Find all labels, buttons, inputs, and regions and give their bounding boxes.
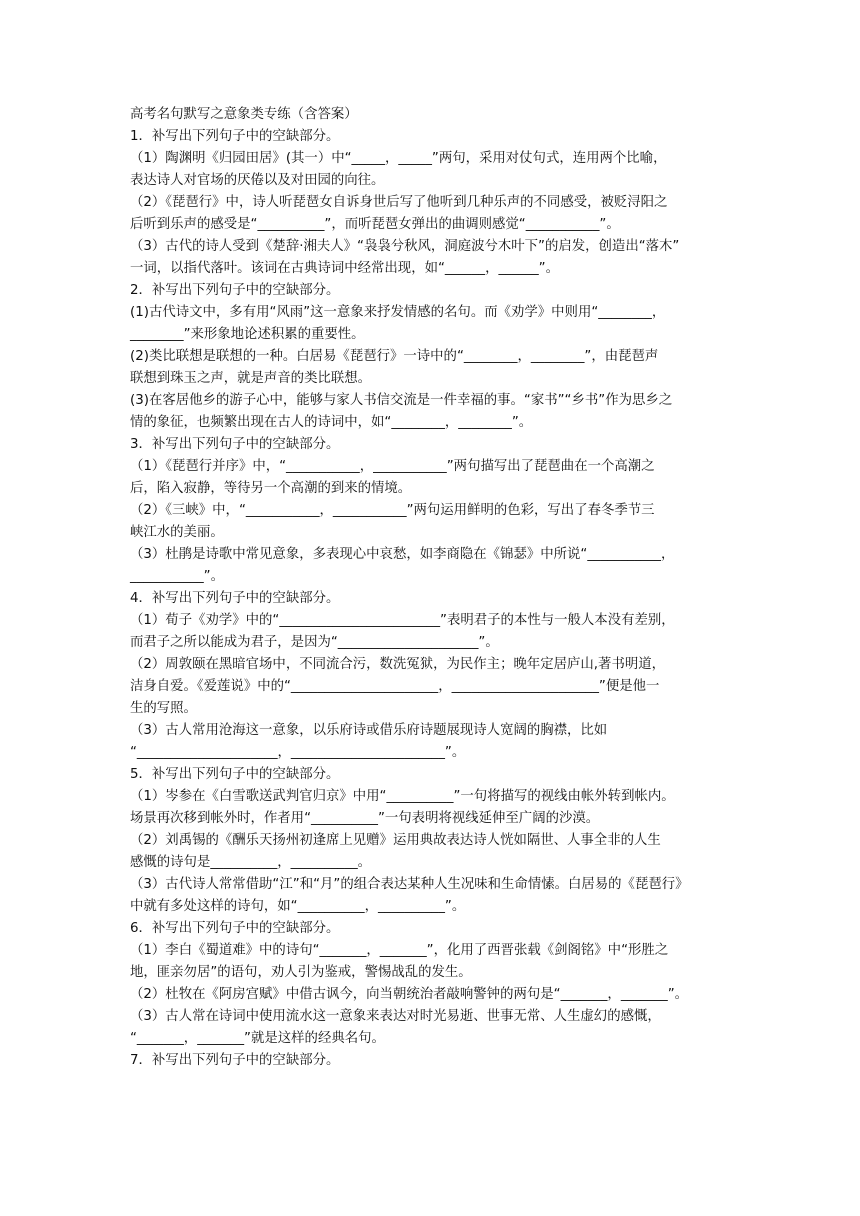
text-line: “_____________________，_______________________”。: [130, 745, 466, 760]
text-line: 后，陷入寂静，等待另一个高潮的到来的情境。: [130, 481, 412, 496]
text-line: （2）刘禹锡的《酬乐天扬州初逢席上见赠》运用典故表达诗人恍如隔世、人事全非的人生: [130, 833, 661, 848]
text-line: 峡江水的美丽。: [130, 525, 224, 540]
text-line: ________”来形象地论述积累的重要性。: [130, 327, 365, 342]
text-line: “_______，_______”就是这样的经典名句。: [130, 1031, 385, 1046]
question-heading: 6．补写出下列句子中的空缺部分。: [130, 921, 340, 936]
text-line: （2）《三峡》中，“___________，___________”两句运用鲜明的色彩，写出了春冬季节三: [130, 503, 655, 518]
text-line: （3）古人常在诗词中使用流水这一意象来表达对时光易逝、世事无常、人生虚幻的感慨，: [130, 1009, 661, 1024]
text-line: （2）《琵琶行》中，诗人听琵琶女自诉身世后写了他听到几种乐声的不同感受，被贬浔阳之: [130, 195, 668, 210]
text-line: 一词，以指代落叶。该词在古典诗词中经常出现，如“______，______”。: [130, 261, 559, 276]
text-line: （1）岑参在《白雪歌送武判官归京》中用“__________”一句将描写的视线由帐外转到帐内。: [130, 789, 675, 804]
text-line: 表达诗人对官场的厌倦以及对田园的向往。: [130, 173, 385, 188]
text-line: （3）古人常用沧海这一意象，以乐府诗或借乐府诗题展现诗人宽阔的胸襟，比如: [130, 723, 608, 738]
question-heading: 2．补写出下列句子中的空缺部分。: [130, 283, 340, 298]
text-line: （3）古代的诗人受到《楚辞·湘夫人》“袅袅兮秋风，洞庭波兮木叶下”的启发，创造出“落木”: [130, 239, 680, 254]
text-line: （3）杜鹃是诗歌中常见意象，多表现心中哀愁，如李商隐在《锦瑟》中所说“___________，: [130, 547, 675, 562]
question-heading: 1．补写出下列句子中的空缺部分。: [130, 129, 340, 144]
document-title: 高考名句默写之意象类专练（含答案）: [130, 107, 358, 122]
question-heading: 4．补写出下列句子中的空缺部分。: [130, 591, 340, 606]
text-line: （1）李白《蜀道难》中的诗句“_______，_______”，化用了西晋张载《剑阁铭》中“形胜之: [130, 943, 669, 958]
text-line: 而君子之所以能成为君子，是因为“_____________________”。: [130, 635, 499, 650]
question-heading: 5．补写出下列句子中的空缺部分。: [130, 767, 340, 782]
text-line: （1）荀子《劝学》中的“________________________”表明君子的本性与一般人本没有差别，: [130, 613, 675, 628]
text-line: 感慨的诗句是__________，__________。: [130, 855, 372, 870]
text-line: （1）陶渊明《归园田居》(其一）中“_____，_____”两句，采用对仗句式，连用两个比喻，: [130, 151, 667, 166]
text-line: （3）古代诗人常常借助“江”和“月”的组合表达某种人生况味和生命情愫。白居易的《琵琶行》: [130, 877, 689, 892]
text-line: (2)类比联想是联想的一种。白居易《琵琶行》一诗中的“________，________”，由琵琶声: [130, 349, 659, 364]
question-heading: 3．补写出下列句子中的空缺部分。: [130, 437, 340, 452]
text-line: 生的写照。: [130, 701, 197, 716]
text-line: 洁身自爱。《爱莲说》中的“______________________，______________________”便是他一: [130, 679, 660, 694]
text-line: ___________”。: [130, 569, 224, 584]
text-line: 地，匪亲勿居”的语句，劝人引为鉴戒，警惕战乱的发生。: [130, 965, 472, 980]
text-line: 后听到乐声的感受是“__________”，而听琵琶女弹出的曲调则感觉“___________”。: [130, 217, 620, 232]
text-line: （1）《琵琶行并序》中，“___________，___________”两句描写出了琵琶曲在一个高潮之: [130, 459, 655, 474]
text-line: 中就有多处这样的诗句，如“__________，__________”。: [130, 899, 466, 914]
text-line: （2）周敦颐在黑暗官场中，不同流合污，数洗冤狱，为民作主；晚年定居庐山,著书明道，: [130, 657, 666, 672]
text-line: 场景再次移到帐外时，作者用“__________”一句表明将视线延伸至广阔的沙漠。: [130, 811, 600, 826]
text-line: 情的象征，也频繁出现在古人的诗词中，如“________，________”。: [130, 415, 533, 430]
text-line: (1)古代诗文中，多有用“风雨”这一意象来抒发情感的名句。而《劝学》中则用“________，: [130, 305, 666, 320]
text-line: 联想到珠玉之声，就是声音的类比联想。: [130, 371, 372, 386]
question-heading: 7．补写出下列句子中的空缺部分。: [130, 1053, 340, 1068]
text-line: (3)在客居他乡的游子心中，能够与家人书信交流是一件幸福的事。“家书”“乡书”作为思乡之: [130, 393, 673, 408]
text-line: （2）杜牧在《阿房宫赋》中借古讽今，向当朝统治者敲响警钟的两句是“_______，_______”。: [130, 987, 689, 1002]
